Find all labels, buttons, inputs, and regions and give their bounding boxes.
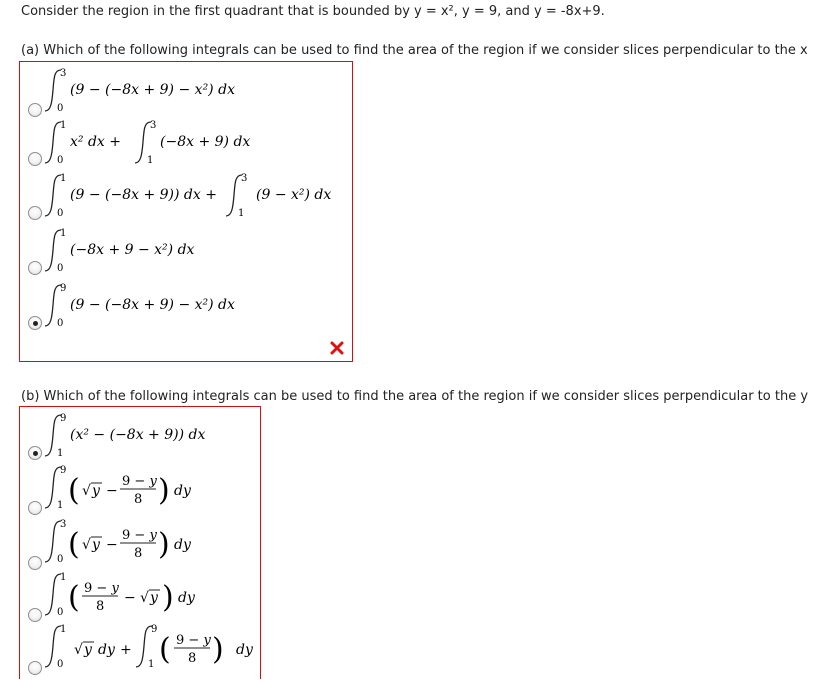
svg-text:9: 9 — [151, 624, 158, 635]
svg-text:1: 1 — [57, 448, 64, 459]
svg-text:0: 0 — [57, 318, 64, 329]
svg-text:0: 0 — [57, 607, 64, 618]
svg-text:y: y — [150, 590, 158, 606]
svg-text:8: 8 — [188, 651, 197, 666]
part-b-option-4-integral — [48, 570, 268, 628]
svg-text:3: 3 — [60, 68, 67, 79]
svg-text:1: 1 — [60, 120, 67, 131]
svg-text:(: ( — [159, 632, 171, 667]
svg-text:0: 0 — [57, 155, 64, 166]
part-b-option-2-radio[interactable] — [28, 501, 42, 515]
svg-text:1: 1 — [60, 572, 67, 583]
part-a-prompt: (a) Which of the following integrals can be used to find the area of the region if we consider slices perpendicular to the x — [21, 43, 808, 58]
svg-text:8: 8 — [134, 546, 143, 561]
svg-text:1: 1 — [147, 155, 154, 166]
svg-text:(9 − (−8x + 9)) dx +: (9 − (−8x + 9)) dx + — [70, 187, 217, 203]
svg-text:√: √ — [82, 537, 91, 553]
svg-text:0: 0 — [57, 554, 64, 565]
part-a-option-5-radio[interactable] — [28, 316, 42, 330]
svg-text:1: 1 — [60, 228, 67, 239]
svg-text:x² dx +: x² dx + — [70, 134, 122, 150]
part-a-option-4-radio[interactable] — [28, 261, 42, 275]
svg-text:+: + — [120, 642, 132, 658]
svg-text:0: 0 — [57, 659, 64, 670]
svg-text:(: ( — [68, 473, 80, 508]
part-b-option-3-integral — [48, 517, 268, 575]
part-a-option-5-integral — [48, 281, 288, 335]
svg-text:(−8x + 9 − x²) dx: (−8x + 9 − x²) dx — [70, 242, 195, 258]
svg-text:(−8x + 9) dx: (−8x + 9) dx — [160, 134, 251, 150]
svg-text:9: 9 — [60, 413, 67, 424]
part-b-option-2-integral — [48, 463, 268, 521]
incorrect-x-icon — [329, 340, 345, 356]
svg-text:√: √ — [140, 590, 149, 606]
svg-text:9: 9 — [60, 465, 67, 476]
svg-text:(9 − (−8x + 9) − x²) dx: (9 − (−8x + 9) − x²) dx — [70, 297, 235, 313]
svg-text:1: 1 — [60, 624, 67, 635]
svg-text:0: 0 — [57, 263, 64, 274]
part-b-prompt: (b) Which of the following integrals can be used to find the area of the region if we consider slices perpendicular to the y — [21, 389, 809, 404]
svg-text:1: 1 — [57, 500, 64, 511]
svg-text:y: y — [84, 642, 92, 658]
part-b-option-1-integral — [48, 411, 268, 465]
svg-text:y: y — [92, 483, 100, 499]
svg-text:(9 − (−8x + 9) − x²) dx: (9 − (−8x + 9) − x²) dx — [70, 82, 235, 98]
svg-text:dy: dy — [98, 642, 115, 658]
svg-text:9 − y: 9 − y — [84, 581, 119, 596]
svg-text:√: √ — [74, 642, 83, 658]
part-b-option-5-integral — [48, 622, 278, 680]
svg-text:0: 0 — [57, 103, 64, 114]
svg-text:9 − y: 9 − y — [122, 528, 157, 543]
part-a-option-3-integral — [48, 171, 348, 227]
svg-text:3: 3 — [150, 120, 157, 131]
svg-text:9 − y: 9 − y — [122, 474, 157, 489]
part-a-option-1-radio[interactable] — [28, 103, 42, 117]
svg-text:1: 1 — [148, 659, 155, 670]
part-a-option-4-integral — [48, 226, 288, 280]
part-b-option-1-radio[interactable] — [28, 446, 42, 460]
svg-text:√: √ — [82, 483, 91, 499]
part-a-option-1-integral — [48, 66, 288, 120]
svg-text:dy: dy — [178, 590, 195, 606]
part-b-option-5-radio[interactable] — [28, 661, 42, 675]
svg-text:8: 8 — [96, 599, 105, 614]
svg-text:(x² − (−8x + 9)) dx: (x² − (−8x + 9)) dx — [70, 427, 206, 443]
part-a-option-2-integral — [48, 118, 288, 172]
svg-text:(: ( — [68, 580, 80, 615]
question-text: Consider the region in the first quadrant that is bounded by y = x², y = 9, and y = -8x+9. — [21, 4, 605, 19]
svg-text:): ) — [158, 527, 170, 562]
part-b-option-4-radio[interactable] — [28, 608, 42, 622]
svg-text:9 − y: 9 − y — [176, 633, 211, 648]
svg-text:−: − — [124, 590, 136, 606]
part-a-option-3-radio[interactable] — [28, 206, 42, 220]
svg-text:(: ( — [68, 527, 80, 562]
svg-text:8: 8 — [134, 492, 143, 507]
svg-text:): ) — [212, 632, 224, 667]
svg-text:9: 9 — [60, 283, 67, 294]
svg-text:1: 1 — [60, 173, 67, 184]
svg-text:dy: dy — [236, 642, 253, 658]
svg-text:0: 0 — [57, 208, 64, 219]
svg-text:dy: dy — [174, 537, 191, 553]
svg-text:3: 3 — [241, 173, 248, 184]
svg-text:): ) — [158, 473, 170, 508]
part-a-option-2-radio[interactable] — [28, 152, 42, 166]
svg-text:1: 1 — [238, 208, 245, 219]
part-b-option-3-radio[interactable] — [28, 556, 42, 570]
svg-text:y: y — [92, 537, 100, 553]
svg-text:): ) — [162, 580, 174, 615]
svg-text:−: − — [106, 537, 118, 553]
svg-text:3: 3 — [60, 519, 67, 530]
svg-text:−: − — [106, 483, 118, 499]
svg-text:(9 − x²) dx: (9 − x²) dx — [256, 187, 332, 203]
svg-text:dy: dy — [174, 483, 191, 499]
